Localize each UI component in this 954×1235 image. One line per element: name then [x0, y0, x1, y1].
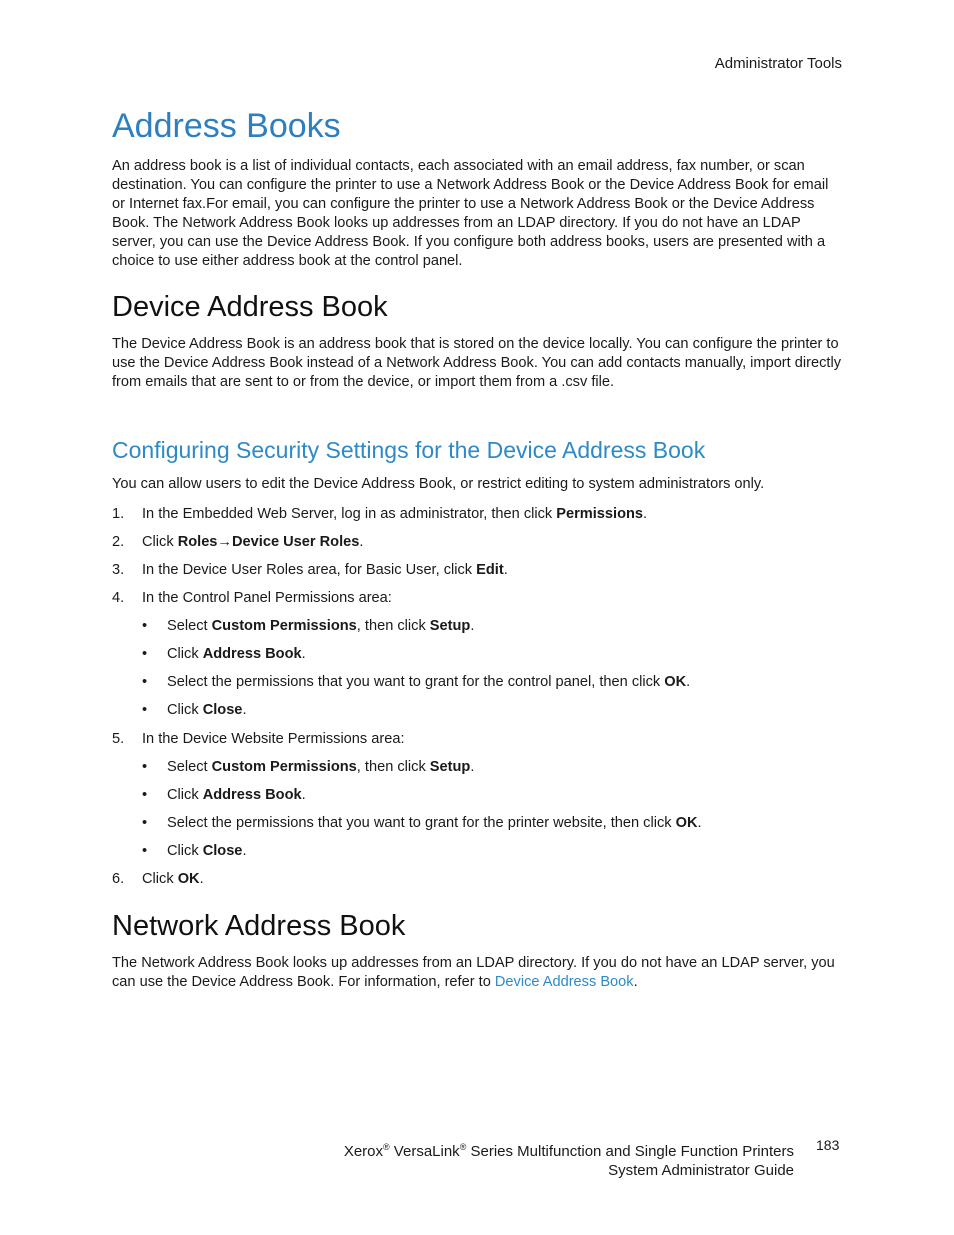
ui-term: Custom Permissions [211, 618, 357, 634]
punct: . [242, 843, 247, 859]
footer-guide-title: System Administrator Guide [608, 1162, 794, 1179]
footer-product-line [344, 1138, 794, 1161]
ui-term: Edit [476, 562, 504, 578]
product-name: VersaLink [389, 1143, 460, 1160]
bullet-icon: • [142, 618, 148, 634]
security-settings-heading: Configuring Security Settings for the Device Address Book [112, 437, 706, 463]
bullet-icon: • [142, 646, 148, 662]
step-5 [112, 730, 405, 749]
bullet-text: Click [167, 646, 203, 662]
bullet-icon: • [142, 702, 148, 718]
running-header: Administrator Tools [714, 55, 842, 72]
ui-term: Setup [429, 759, 471, 775]
punct: . [301, 646, 306, 662]
product-description: Series Multifunction and Single Function Printers [466, 1143, 794, 1160]
ui-term: Permissions [556, 506, 644, 522]
network-address-book-paragraph [112, 954, 844, 992]
bullet-icon: • [142, 815, 148, 831]
step-number: 6. [112, 871, 125, 887]
ui-term: Close [202, 843, 243, 859]
bullet-text: Select the permissions that you want to grant for the printer website, then click [167, 815, 676, 831]
registered-mark: ® [383, 1142, 390, 1152]
step-text: In the Device User Roles area, for Basic User, click [142, 562, 477, 578]
ui-term: Roles→Device User Roles [177, 534, 360, 550]
brand-name: Xerox [343, 1143, 383, 1160]
bullet-icon: • [142, 843, 148, 859]
step-text: In the Embedded Web Server, log in as administrator, then click [142, 506, 557, 522]
step-number: 1. [112, 506, 125, 522]
bullet-text: Select the permissions that you want to grant for the control panel, then click [167, 674, 665, 690]
punct: . [470, 618, 475, 634]
punct: . [359, 534, 364, 550]
ui-term: OK [664, 674, 687, 690]
ui-term: Setup [429, 618, 471, 634]
punct: . [686, 674, 691, 690]
punct: . [199, 871, 204, 887]
bullet-text: , then click [356, 759, 430, 775]
ui-term: OK [177, 871, 200, 887]
step-4-bullet-2 [142, 645, 306, 664]
punct: . [503, 562, 508, 578]
network-address-book-heading: Network Address Book [112, 910, 406, 942]
punct: . [633, 974, 638, 990]
step-5-bullet-1 [142, 758, 474, 777]
device-address-book-link[interactable]: Device Address Book [494, 974, 634, 990]
punct: . [470, 759, 475, 775]
step-5-bullet-4 [142, 842, 247, 861]
ui-term: Custom Permissions [211, 759, 357, 775]
device-address-book-heading: Device Address Book [112, 291, 388, 323]
step-text: Click [142, 871, 178, 887]
bullet-text: , then click [356, 618, 430, 634]
ui-term: Address Book [202, 646, 302, 662]
bullet-icon: • [142, 787, 148, 803]
punct: . [301, 787, 306, 803]
bullet-text: Click [167, 843, 203, 859]
punct: . [643, 506, 648, 522]
bullet-icon: • [142, 759, 148, 775]
ui-term: OK [675, 815, 698, 831]
punct: . [242, 702, 247, 718]
step-text: Click [142, 534, 178, 550]
step-4 [112, 589, 392, 608]
page-title: Address Books [112, 107, 341, 145]
step-1 [112, 505, 647, 524]
step-number: 2. [112, 534, 125, 550]
bullet-text: Select [167, 759, 212, 775]
step-5-bullet-3 [142, 814, 702, 833]
bullet-text: Click [167, 702, 203, 718]
step-5-bullet-2 [142, 786, 306, 805]
step-text: In the Device Website Permissions area: [142, 731, 405, 747]
bullet-icon: • [142, 674, 148, 690]
step-6 [112, 870, 204, 889]
device-address-book-paragraph: The Device Address Book is an address book that is stored on the device locally. You can configure the printer to use the Device Address Book instead of a Network Address Book. You can add contacts manually, import directly from emails that are sent to or from the device, or import them from a .csv file. [112, 336, 842, 390]
paragraph-text: The Network Address Book looks up addresses from an LDAP directory. If you do not have an LDAP server, you can use the Device Address Book. For information, refer to [112, 955, 835, 990]
step-2 [112, 533, 363, 552]
step-number: 3. [112, 562, 125, 578]
bullet-text: Click [167, 787, 203, 803]
step-4-bullet-3 [142, 673, 690, 692]
step-4-bullet-4 [142, 701, 247, 720]
intro-paragraph: An address book is a list of individual contacts, each associated with an email address, fax number, or scan destination. You can configure the printer to use a Network Address Book or the Device Address Book for email or Internet fax.For email, you can configure the printer to use a Network Address Book or the Device Address Book. The Network Address Book looks up addresses from an LDAP directory. If you do not have an LDAP server, you can use the Device Address Book. If you configure both address books, users are presented with a choice to use either address book at the control panel. [112, 158, 829, 269]
punct: . [697, 815, 702, 831]
step-4-bullet-1 [142, 617, 474, 636]
security-intro: You can allow users to edit the Device Address Book, or restrict editing to system administrators only. [112, 476, 765, 492]
step-number: 4. [112, 590, 125, 606]
step-3 [112, 561, 508, 580]
footer [344, 1138, 794, 1180]
registered-mark: ® [459, 1142, 467, 1152]
step-number: 5. [112, 731, 125, 747]
step-text: In the Control Panel Permissions area: [142, 590, 392, 606]
bullet-text: Select [167, 618, 212, 634]
ui-term: Address Book [202, 787, 302, 803]
page-number: 183 [816, 1137, 840, 1153]
ui-term: Close [202, 702, 243, 718]
